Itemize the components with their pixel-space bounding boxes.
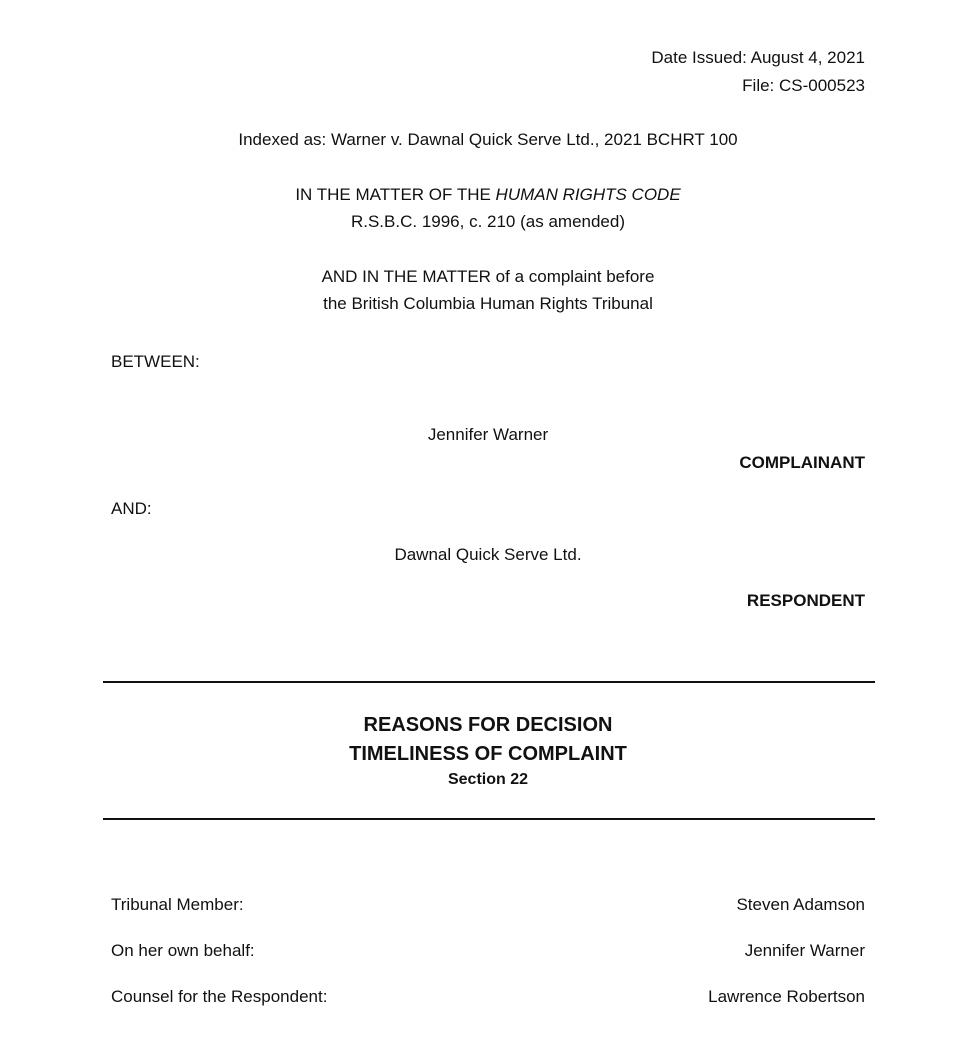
respondent-role: RESPONDENT <box>746 591 865 610</box>
appearance-value: Jennifer Warner <box>744 941 865 960</box>
between-label: BETWEEN: <box>111 352 200 371</box>
date-issued: Date Issued: August 4, 2021 <box>651 48 865 67</box>
respondent-name: Dawnal Quick Serve Ltd. <box>394 545 582 564</box>
appearance-value: Lawrence Robertson <box>708 987 865 1006</box>
appearance-label: On her own behalf: <box>111 941 255 960</box>
matter-line-1-prefix: IN THE MATTER OF THE <box>295 185 496 204</box>
and-label: AND: <box>111 499 152 518</box>
file-number: File: CS-000523 <box>742 76 865 95</box>
bottom-divider <box>103 818 875 820</box>
appearance-label: Tribunal Member: <box>111 895 244 914</box>
decision-title: REASONS FOR DECISION <box>363 714 613 736</box>
appearance-value: Steven Adamson <box>736 895 865 914</box>
complainant-name: Jennifer Warner <box>427 425 549 444</box>
matter-line-1-statute: HUMAN RIGHTS CODE <box>495 185 681 204</box>
decision-subtitle: TIMELINESS OF COMPLAINT <box>349 743 627 765</box>
matter-line-1 <box>0 181 960 209</box>
and-matter-line-2: the British Columbia Human Rights Tribunal <box>323 294 653 313</box>
citation: Indexed as: Warner v. Dawnal Quick Serve Ltd., 2021 BCHRT 100 <box>238 130 738 149</box>
decision-section: Section 22 <box>447 771 529 788</box>
top-divider <box>103 681 875 683</box>
complainant-role: COMPLAINANT <box>739 453 865 472</box>
appearance-label: Counsel for the Respondent: <box>111 987 328 1006</box>
matter-line-2: R.S.B.C. 1996, c. 210 (as amended) <box>350 212 626 231</box>
and-matter-line-1: AND IN THE MATTER of a complaint before <box>321 267 655 286</box>
